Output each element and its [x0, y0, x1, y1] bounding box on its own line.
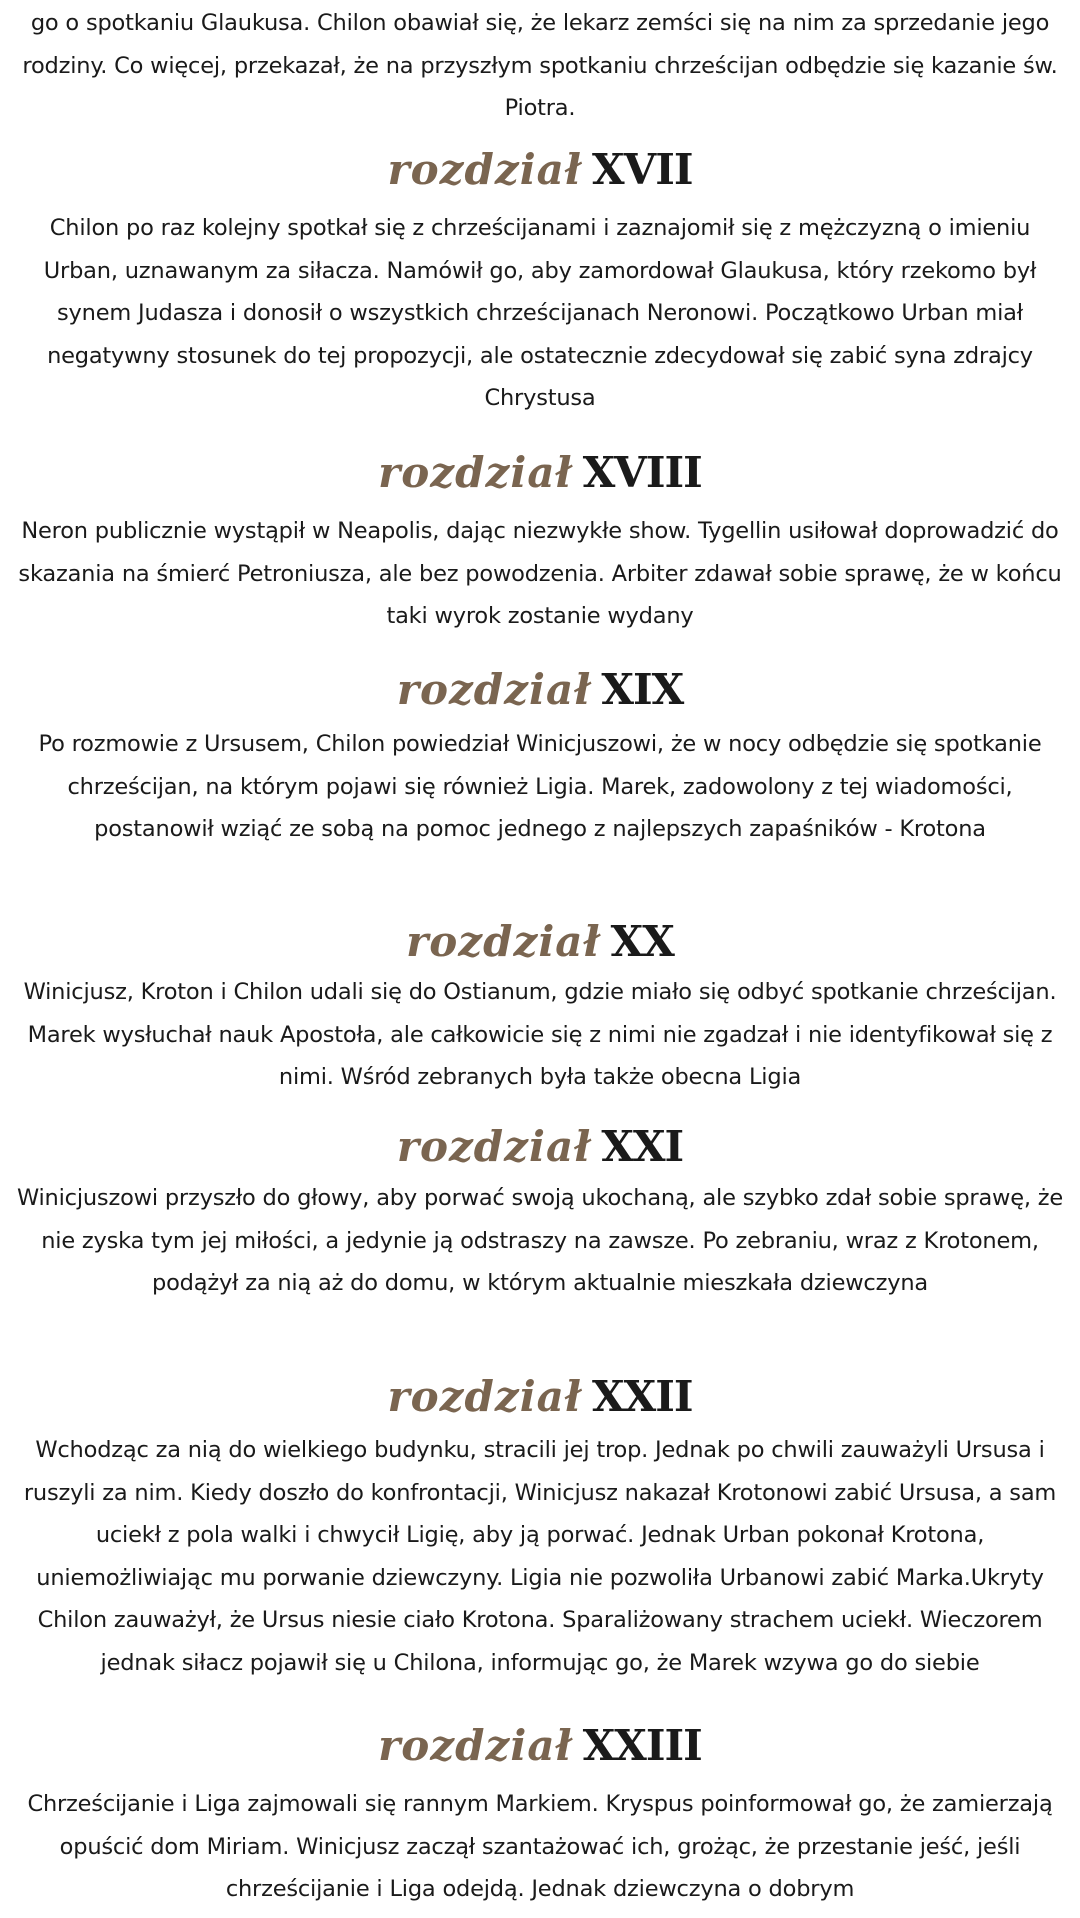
chapter-heading-xix: [0, 665, 1080, 715]
chapter-heading-xx: [0, 917, 1080, 967]
chapter-heading-number: XXII: [592, 1372, 693, 1421]
chapter-heading-word: rozdział: [406, 917, 601, 966]
chapter-heading-number: XIX: [601, 665, 684, 714]
chapter-heading-word: rozdział: [378, 1721, 573, 1770]
paragraph-chapter-xviii: Neron publicznie wystąpił w Neapolis, dając niezwykłe show. Tygellin usiłował doprowadzić do skazania na śmierć Petroniusza, ale bez powodzenia. Arbiter zdawał sobie sprawę, że w końcu taki wyrok zostanie wydany: [18, 518, 1062, 629]
chapter-heading-word: rozdział: [387, 145, 583, 194]
chapter-heading-number: XX: [610, 917, 674, 966]
paragraph-chapter-xx: Winicjusz, Kroton i Chilon udali się do Ostianum, gdzie miało się odbyć spotkanie chrześcijan. Marek wysłuchał nauk Apostoła, ale całkowicie się z nimi nie zgadzał i nie identyfikował się z nimi. Wśród zebranych była także obecna Ligia: [23, 979, 1057, 1090]
chapter-heading-word: rozdział: [396, 665, 592, 714]
chapter-heading-number: XXIII: [582, 1721, 702, 1770]
paragraph-chapter-xvii: Chilon po raz kolejny spotkał się z chrześcijanami i zaznajomił się z mężczyzną o imieniu Urban, uznawanym za siłacza. Namówił go, aby zamordował Glaukusa, który rzekomo był synem Judasza i donosił o wszystkich chrześcijanach Neronowi. Początkowo Urban miał negatywny stosunek do tej propozycji, ale ostatecznie zdecydował się zabić syna zdrajcy Chrystusa: [43, 215, 1037, 411]
chapter-heading-number: XVII: [592, 145, 693, 194]
chapter-heading-xviii: [0, 448, 1080, 498]
chapter-heading-word: rozdział: [378, 448, 573, 497]
paragraph-chapter-xxii: Wchodząc za nią do wielkiego budynku, stracili jej trop. Jednak po chwili zauważyli Ursusa i ruszyli za nim. Kiedy doszło do konfrontacji, Winicjusz nakazał Krotonowi zabić Ursusa, a sam uciekł z pola walki i chwycił Ligię, aby ją porwać. Jednak Urban pokonał Krotona, uniemożliwiając mu porwanie dziewczyny. Ligia nie pozwoliła Urbanowi zabić Marka.Ukryty Chilon zauważył, że Ursus niesie ciało Krotona. Sparaliżowany strachem uciekł. Wieczorem jednak siłacz pojawił się u Chilona, informując go, że Marek wzywa go do siebie: [23, 1437, 1057, 1676]
chapter-heading-xxiii: [0, 1721, 1080, 1771]
chapter-heading-xvii: [0, 145, 1080, 195]
paragraph-intro: go o spotkaniu Glaukusa. Chilon obawiał się, że lekarz zemści się na nim za sprzedanie jego rodziny. Co więcej, przekazał, że na przyszłym spotkaniu chrześcijan odbędzie się kazanie św. Piotra.: [22, 10, 1058, 121]
paragraph-chapter-xxiii: Chrześcijanie i Liga zajmowali się rannym Markiem. Kryspus poinformował go, że zamierzają opuścić dom Miriam. Winicjusz zaczął szantażować ich, grożąc, że przestanie jeść, jeśli chrześcijanie i Liga odejdą. Jednak dziewczyna o dobrym: [27, 1791, 1053, 1902]
chapter-heading-word: rozdział: [387, 1372, 583, 1421]
chapter-heading-xxi: [0, 1122, 1080, 1172]
chapter-heading-number: XXI: [601, 1122, 684, 1171]
chapter-heading-xxii: [0, 1372, 1080, 1422]
paragraph-chapter-xix: Po rozmowie z Ursusem, Chilon powiedział Winicjuszowi, że w nocy odbędzie się spotkanie chrześcijan, na którym pojawi się również Ligia. Marek, zadowolony z tej wiadomości, postanowił wziąć ze sobą na pomoc jednego z najlepszych zapaśników - Krotona: [38, 731, 1042, 842]
chapter-heading-number: XVIII: [582, 448, 702, 497]
chapter-heading-word: rozdział: [396, 1122, 592, 1171]
paragraph-chapter-xxi: Winicjuszowi przyszło do głowy, aby porwać swoją ukochaną, ale szybko zdał sobie sprawę, że nie zyska tym jej miłości, a jedynie ją odstraszy na zawsze. Po zebraniu, wraz z Krotonem, podążył za nią aż do domu, w którym aktualnie mieszkała dziewczyna: [16, 1185, 1064, 1296]
